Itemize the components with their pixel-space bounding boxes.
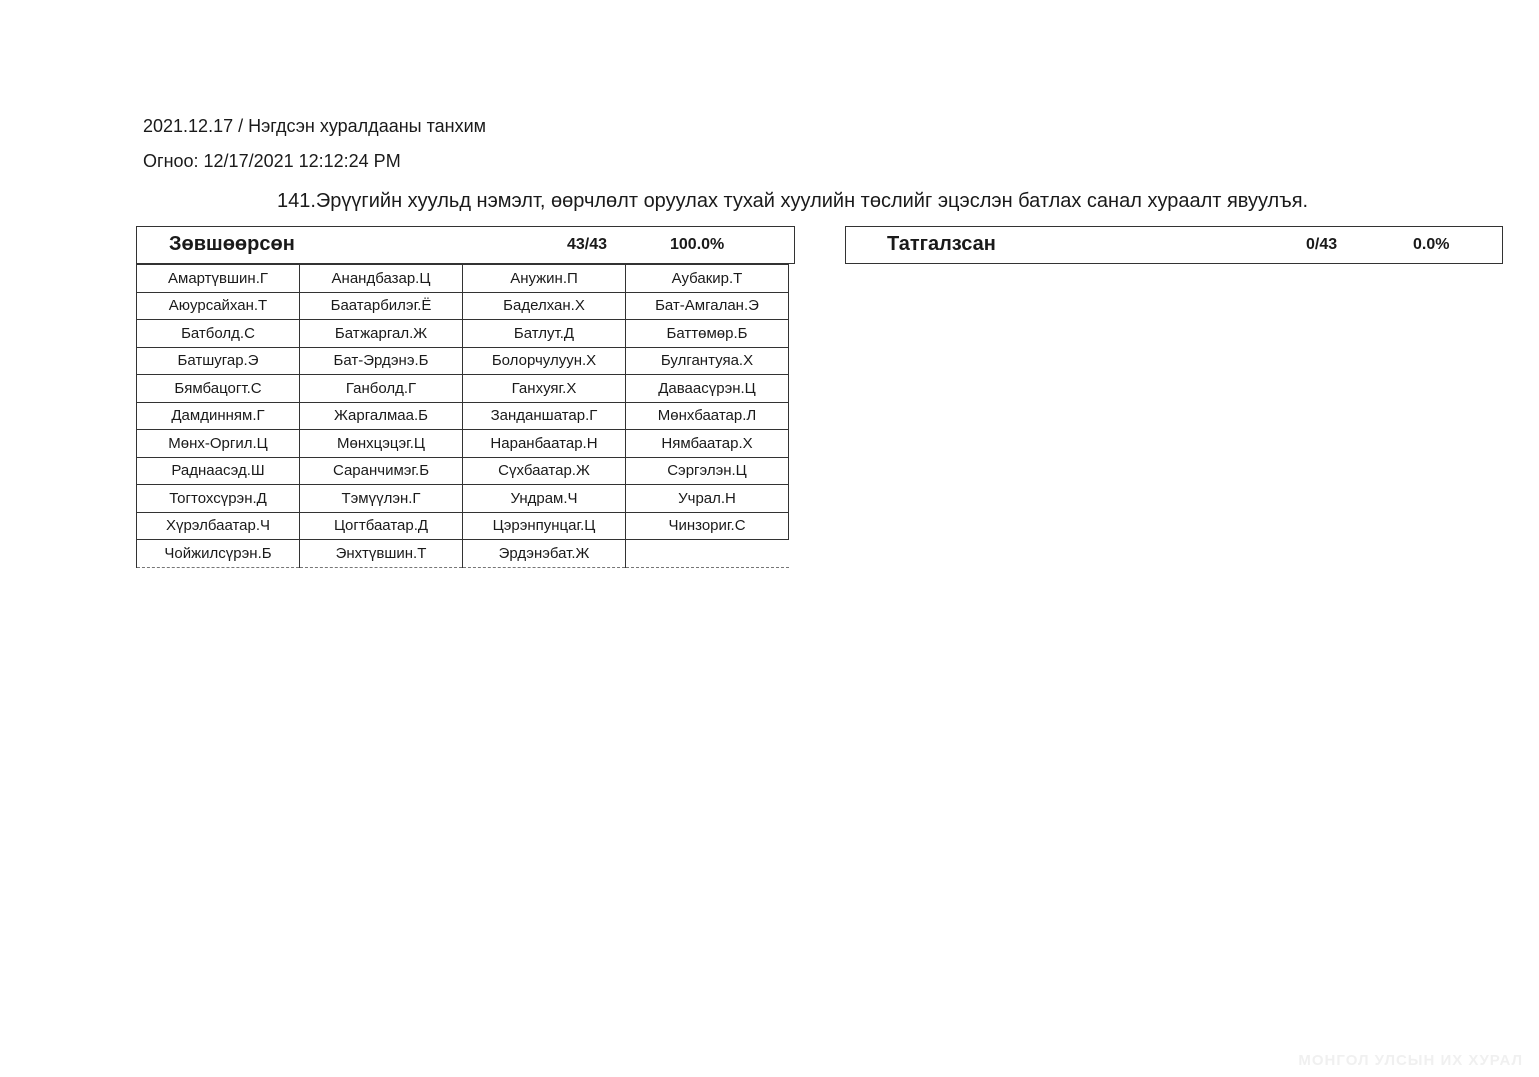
member-name: Аюурсайхан.Т: [137, 292, 300, 320]
table-row: [137, 347, 789, 375]
member-name: Ундрам.Ч: [463, 485, 626, 513]
table-row: [137, 485, 789, 513]
member-name: Болорчулуун.Х: [463, 347, 626, 375]
session-line: 2021.12.17 / Нэгдсэн хуралдааны танхим: [143, 116, 487, 136]
member-name: Учрал.Н: [626, 485, 789, 513]
member-name: Булгантуяа.Х: [626, 347, 789, 375]
member-name: Баделхан.Х: [463, 292, 626, 320]
member-name: Бат-Амгалан.Э: [626, 292, 789, 320]
member-name: Чинзориг.С: [626, 512, 789, 540]
table-row: [137, 402, 789, 430]
member-name: Эрдэнэбат.Ж: [463, 540, 626, 568]
table-row: [137, 292, 789, 320]
member-name: Саранчимэг.Б: [300, 457, 463, 485]
approved-label: Зөвшөөрсөн: [169, 233, 295, 255]
member-name: Бат-Эрдэнэ.Б: [300, 347, 463, 375]
table-row: [137, 265, 789, 293]
approved-count: 43/43: [567, 236, 608, 253]
member-name: [626, 540, 789, 568]
member-name: Занданшатар.Г: [463, 402, 626, 430]
member-name: Анужин.П: [463, 265, 626, 293]
member-name: Чойжилсүрэн.Б: [137, 540, 300, 568]
table-row: [137, 540, 789, 568]
member-name: Мөнхбаатар.Л: [626, 402, 789, 430]
member-name: Ганхуяг.Х: [463, 375, 626, 403]
approved-members-table: [136, 264, 789, 568]
member-name: Энхтүвшин.Т: [300, 540, 463, 568]
member-name: Батшугар.Э: [137, 347, 300, 375]
member-name: Даваасүрэн.Ц: [626, 375, 789, 403]
member-name: Сүхбаатар.Ж: [463, 457, 626, 485]
rejected-percent: 0.0%: [1413, 236, 1450, 253]
member-name: Наранбаатар.Н: [463, 430, 626, 458]
member-name: Нямбаатар.Х: [626, 430, 789, 458]
table-row: [137, 320, 789, 348]
member-name: Тогтохсүрэн.Д: [137, 485, 300, 513]
table-row: [137, 512, 789, 540]
approved-percent: 100.0%: [670, 236, 725, 253]
vote-question: 141.Эрүүгийн хуульд нэмэлт, өөрчлөлт оруулах тухай хуулийн төслийг эцэслэн батлах санал хураалт явуулъя.: [277, 190, 1309, 212]
member-name: Ганболд.Г: [300, 375, 463, 403]
member-name: Батжаргал.Ж: [300, 320, 463, 348]
rejected-count: 0/43: [1306, 236, 1338, 253]
table-row: [137, 457, 789, 485]
member-name: Хүрэлбаатар.Ч: [137, 512, 300, 540]
member-name: Сэргэлэн.Ц: [626, 457, 789, 485]
rejected-summary: [845, 226, 1503, 264]
watermark: МОНГОЛ УЛСЫН ИХ ХУРАЛ: [1298, 1052, 1523, 1069]
member-name: Аубакир.Т: [626, 265, 789, 293]
member-name: Цогтбаатар.Д: [300, 512, 463, 540]
member-name: Мөнхцэцэг.Ц: [300, 430, 463, 458]
member-name: Цэрэнпунцаг.Ц: [463, 512, 626, 540]
table-row: [137, 375, 789, 403]
member-name: Бямбацогт.С: [137, 375, 300, 403]
member-name: Тэмүүлэн.Г: [300, 485, 463, 513]
member-name: Баттөмөр.Б: [626, 320, 789, 348]
member-name: Дамдинням.Г: [137, 402, 300, 430]
member-name: Амартүвшин.Г: [137, 265, 300, 293]
member-name: Батлут.Д: [463, 320, 626, 348]
rejected-label: Татгалзсан: [887, 233, 996, 255]
member-name: Батболд.С: [137, 320, 300, 348]
member-name: Жаргалмаа.Б: [300, 402, 463, 430]
member-name: Баатарбилэг.Ё: [300, 292, 463, 320]
date-line: Огноо: 12/17/2021 12:12:24 PM: [143, 151, 401, 171]
table-row: [137, 430, 789, 458]
approved-summary: [136, 226, 795, 264]
member-name: Раднаасэд.Ш: [137, 457, 300, 485]
member-name: Анандбазар.Ц: [300, 265, 463, 293]
member-name: Мөнх-Оргил.Ц: [137, 430, 300, 458]
